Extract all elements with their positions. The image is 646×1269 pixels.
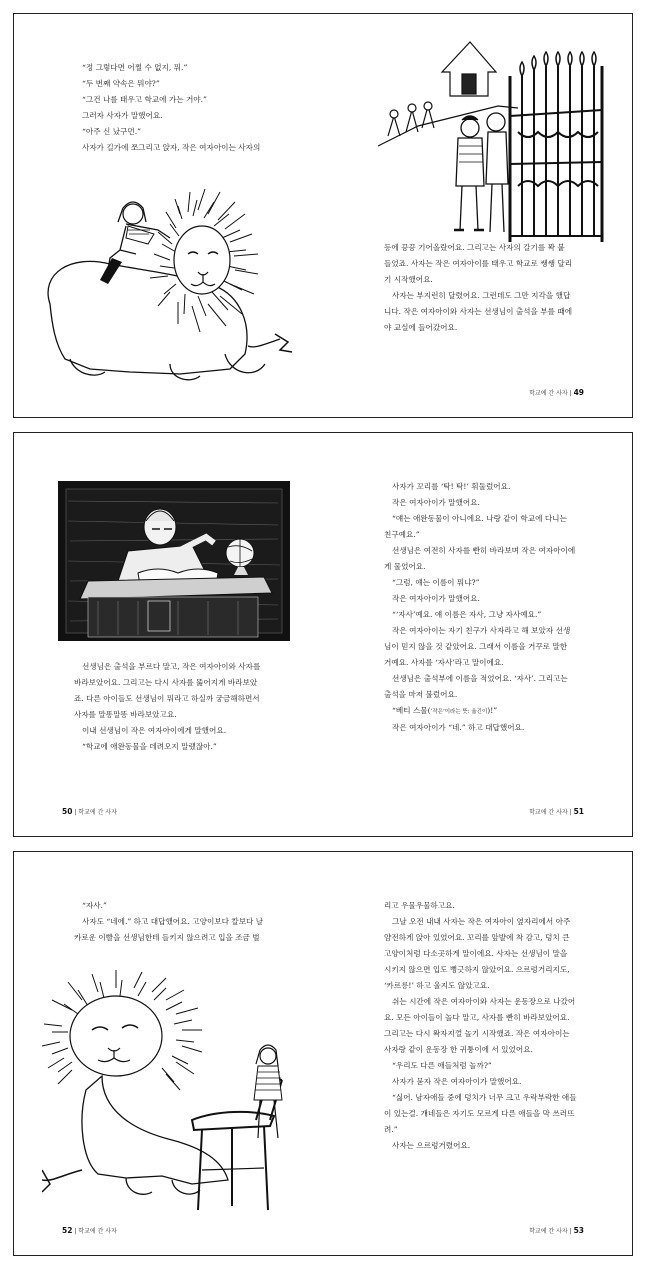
text-line: “‘자사’예요. 얘 이름은 자사, 그냥 자사예요.” (392, 610, 542, 619)
text-line: 사자랑 같이 운동장 한 귀퉁이에 서 있었어요. (384, 1045, 533, 1054)
translator-note: ‘작은’이라는 뜻: 옮긴이 (430, 709, 488, 715)
text-line: 쉬는 시간에 작은 여자아이와 사자는 운동장으로 나갔어 (392, 997, 576, 1006)
text-line (384, 703, 575, 720)
text-line: “싫어. 남자애들 중에 덩치가 너무 크고 우락부락한 애들 (392, 1093, 577, 1102)
text-line: “우리도 다른 애들처럼 놀까?” (392, 1061, 492, 1070)
page-spread-52-53 (13, 851, 633, 1256)
text-line: 시키지 않으면 입도 뻥긋하지 않았어요. 으르렁거리지도, (384, 965, 570, 974)
text-line: 카로운 이빨을 선생님한테 들키지 않으려고 입을 조금 벌 (74, 933, 260, 942)
text-line: 선생님은 여전히 사자를 빤히 바라보며 작은 여자아이에 (392, 546, 576, 555)
teacher-at-desk-illustration (58, 481, 290, 641)
text-line: 바라보았어요. 그리고는 다시 사자를 뚫어지게 바라보았 (74, 678, 258, 687)
text-line: 려.” (384, 1125, 398, 1134)
text-line: 야 교실에 들어갔어요. (384, 323, 458, 332)
text-line: 리고 우물우물하고요. (384, 901, 455, 910)
school-gate-illustration (358, 36, 604, 242)
text-line: 출석을 마저 불렀어요. (384, 690, 458, 699)
text-line: 사자를 말똥말똥 바라보았고요. (74, 710, 177, 719)
page-folio-right: 학교에 간 사자 | 49 (529, 388, 584, 397)
running-head: 학교에 간 사자 (529, 390, 568, 397)
text-line: “그럼, 얘는 이름이 뭐냐?” (392, 578, 480, 587)
page-folio-right: 학교에 간 사자 | 51 (529, 807, 584, 816)
text-line: “아주 신 났구먼.” (82, 127, 142, 136)
text-line: 죠. 다른 아이들도 선생님이 뭐라고 하실까 궁금해하면서 (74, 694, 260, 703)
text-line: 니다. 작은 여자아이와 사자는 선생님이 출석을 부를 때에 (384, 307, 573, 316)
text-line: 친구예요.” (384, 530, 420, 539)
text-line: “그건 나를 태우고 학교에 가는 거야.” (82, 95, 207, 104)
text-line: 선생님은 출석을 부르다 말고, 작은 여자아이와 사자를 (82, 662, 261, 671)
text-line: 작은 여자아이가 말했어요. (392, 498, 480, 507)
running-head: 학교에 간 사자 (529, 809, 568, 816)
text-span: “베티 스물( (392, 706, 431, 715)
text-line: 들었죠. 사자는 작은 여자아이를 태우고 학교로 쌩쌩 달리 (384, 259, 573, 268)
page-number: 49 (573, 388, 584, 397)
text-line: 사자가 묻자 작은 여자아이가 말했어요. (392, 1077, 522, 1086)
running-head: 학교에 간 사자 (78, 1228, 117, 1235)
right-page-text (384, 898, 577, 1154)
running-head: 학교에 간 사자 (529, 1228, 568, 1235)
text-line: 사자가 길가에 쪼그리고 앉자, 작은 여자아이는 사자의 (82, 143, 261, 152)
page-spread-48-49 (13, 13, 633, 418)
page-folio-right: 학교에 간 사자 | 53 (529, 1226, 584, 1235)
lion-on-chair-illustration (42, 970, 298, 1220)
text-line: 님이 믿지 않을 것 같았어요. 그래서 이름을 거꾸로 말한 (384, 642, 568, 651)
text-line: 거예요. 사자를 ‘자사’라고 말이에요. (384, 658, 504, 667)
text-line: 등에 끙끙 기어올랐어요. 그리고는 사자의 갈기를 꽉 붙 (384, 243, 565, 252)
text-span: )!” (487, 706, 498, 715)
page-folio-left: 50 | 학교에 간 사자 (62, 807, 117, 816)
page-number: 52 (62, 1226, 73, 1235)
right-page-text (384, 240, 572, 336)
page-number: 50 (62, 807, 73, 816)
text-line: 게 물었어요. (384, 562, 426, 571)
text-line: “학교에 애완동물을 데려오지 말랬잖아.” (82, 742, 217, 751)
text-line: 사자도 “네에.” 하고 대답했어요. 고양이보다 칼보다 날 (82, 917, 264, 926)
text-line: 사자는 부지런히 달렸어요. 그런데도 그만 지각을 했답 (392, 291, 571, 300)
text-line: 사자는 으르렁거렸어요. (392, 1141, 471, 1150)
text-line: 그러자 사자가 말했어요. (82, 111, 163, 120)
left-page-text (74, 898, 263, 946)
text-line: 얌전하게 앉아 있었어요. 꼬리를 앞발에 착 감고, 덩치 큰 (384, 933, 570, 942)
left-page-text (74, 60, 260, 156)
text-line: 기 시작했어요. (384, 275, 433, 284)
text-line: “두 번째 약속은 뭐야?” (82, 79, 160, 88)
text-line: 고양이처럼 다소곳하게 말이에요. 사자는 선생님이 말을 (384, 949, 568, 958)
text-line: 작은 여자아이가 말했어요. (392, 594, 480, 603)
page-number: 51 (573, 807, 584, 816)
text-line: 작은 여자아이는 자기 친구가 사자라고 해 보았자 선생 (392, 626, 571, 635)
text-line: “정 그렇다면 어쩔 수 없지, 뭐.” (82, 63, 188, 72)
page-number: 53 (573, 1226, 584, 1235)
page-spread-50-51 (13, 432, 633, 837)
lion-carrying-girl-illustration (30, 174, 302, 386)
text-line: “자사.” (82, 901, 107, 910)
text-line: 그날 오전 내내 사자는 작은 여자아이 옆자리에서 아주 (392, 917, 571, 926)
text-line: 그리고는 다시 왁자지껄 놀기 시작했죠. 작은 여자아이는 (384, 1029, 570, 1038)
text-line: 선생님은 출석부에 이름을 적었어요. ‘자사’. 그리고는 (392, 674, 568, 683)
text-line: 이내 선생님이 작은 여자아이에게 말했어요. (82, 726, 227, 735)
text-line: 작은 여자아이가 “네.” 하고 대답했어요. (392, 723, 525, 732)
running-head: 학교에 간 사자 (78, 809, 117, 816)
text-line: 요. 모든 아이들이 놀다 말고, 사자를 빤히 바라보았어요. (384, 1013, 570, 1022)
left-page-text (74, 659, 260, 755)
text-line: 사자가 꼬리를 ‘탁! 탁!’ 휘둘렀어요. (392, 482, 511, 491)
page-folio-left: 52 | 학교에 간 사자 (62, 1226, 117, 1235)
text-line: 이 있는걸. 걔네들은 자기도 모르게 다른 애들을 막 쓰러뜨 (384, 1109, 575, 1118)
text-line: ‘카르릉!’ 하고 울지도 않았고요. (384, 981, 490, 990)
text-line: “얘는 애완동물이 아니에요. 나랑 같이 학교에 다니는 (392, 514, 567, 523)
right-page-text (384, 479, 575, 736)
